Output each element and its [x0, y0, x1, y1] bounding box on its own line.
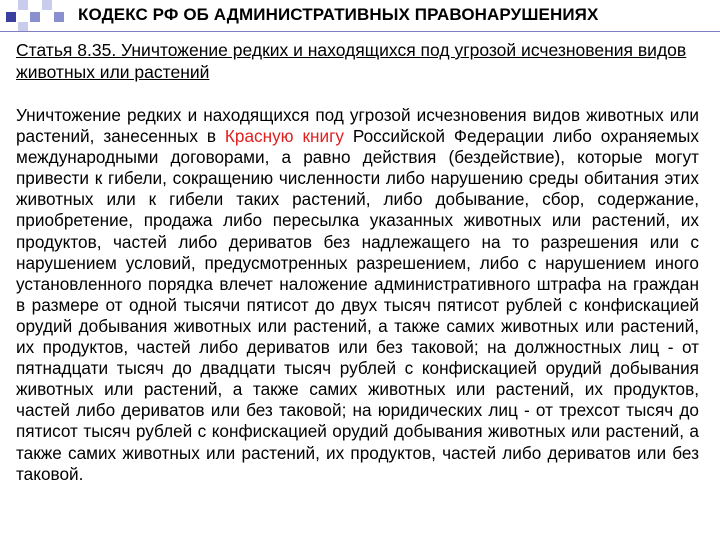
red-book-link[interactable]: Красную книгу [224, 126, 344, 147]
decor-square [30, 12, 40, 22]
article-body-text: Уничтожение редких и находящихся под угрозой исчезновения видов животных или растений, занесенных в [16, 105, 699, 147]
decor-square [42, 0, 52, 10]
article-heading: Статья 8.35. Уничтожение редких и находящихся под угрозой исчезновения видов животных или растений [16, 40, 687, 82]
article-body-text: Российской Федерации либо охраняемых международными договорами, а равно действия (бездействие), которые могут привести к гибели, сокращению численности либо нарушению среды обитания этих животных или к гибели таких растений, либо добывание, сбор, содержание, приобретение, продажа либо пересылка указанных животных или растений, их продуктов, частей либо дериватов без надлежащего на то разрешения или с нарушением условий, предусмотренных разрешением, либо с нарушением иного установленного порядка влечет наложение административного штрафа на граждан в размере от одной тысячи пятисот до двух тысяч пятисот рублей с конфискацией орудий добывания животных или растений, а также самих животных или растений, их продуктов, частей либо дериватов или без таковой; на должностных лиц - от пятнадцати тысяч до двадцати тысяч рублей с конфискацией орудий добывания животных или растений, а также самих животных или растений, их продуктов, частей либо дериватов или без таковой; на юридических лиц - от трехсот тысяч до пятисот тысяч рублей с конфискацией орудий добывания животных или растений, а также самих животных или растений, их продуктов, частей либо дериватов или без таковой. [16, 126, 699, 484]
article-body [16, 105, 699, 485]
decor-square [18, 0, 28, 10]
title-divider [0, 31, 720, 32]
decor-square [6, 12, 16, 22]
decor-square [54, 12, 64, 22]
slide-title: КОДЕКС РФ ОБ АДМИНИСТРАТИВНЫХ ПРАВОНАРУШЕНИЯХ [78, 5, 599, 24]
